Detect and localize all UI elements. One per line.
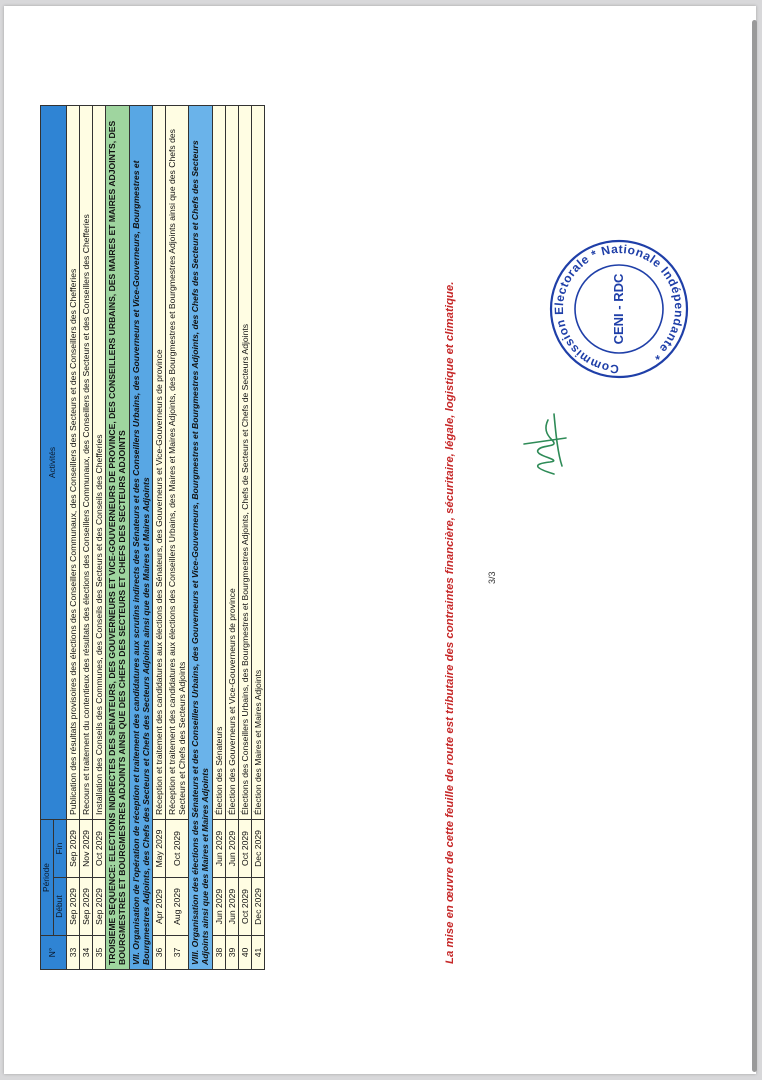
header-end: Fin <box>53 820 66 878</box>
scrollbar[interactable] <box>752 20 757 1072</box>
section-title: VII. Organisation de l'opération de réception et traitement des candidatures aux scrutins indirects des Sénateurs et des Conseillers Urbains, des Gouverneurs et Vice-Gouverneurs, Bourgmestres et Bourgmestres Adjoints, des Chefs des Secteurs et Chefs des Secteurs Adjoints ainsi que des Maires et Maires Adjoints <box>129 106 152 970</box>
table-row <box>93 106 106 970</box>
row-end: Oct 2029 <box>238 820 251 878</box>
row-end: Dec 2029 <box>251 820 264 878</box>
row-activity: Élection des Gouverneurs et Vice-Gouverneurs de province <box>225 106 238 820</box>
table-row <box>152 106 165 970</box>
row-number: 33 <box>66 936 79 970</box>
signature-image <box>504 404 584 484</box>
row-number: 38 <box>212 936 225 970</box>
row-activity: Recours et traitement du contentieux des résultats des élections des Conseillers Communaux, des Conseillers des Secteurs et des Conseillers des Chefferies <box>79 106 92 820</box>
row-end: Sep 2029 <box>66 820 79 878</box>
row-start: Jun 2029 <box>225 878 238 936</box>
row-number: 40 <box>238 936 251 970</box>
header-activities: Activités <box>41 106 67 820</box>
header-start: Début <box>53 878 66 936</box>
row-number: 41 <box>251 936 264 970</box>
ceni-stamp <box>544 234 694 384</box>
row-activity: Installation des Conseils des Communes, des Conseils des Secteurs et des Conseils des Chefferies <box>93 106 106 820</box>
row-activity: Réception et traitement des candidatures aux élections des Sénateurs, des Gouverneurs et Vice-Gouverneurs de province <box>152 106 165 820</box>
row-number: 39 <box>225 936 238 970</box>
table-row <box>238 106 251 970</box>
table-row <box>225 106 238 970</box>
row-start: Sep 2029 <box>93 878 106 936</box>
table-row <box>165 106 188 970</box>
table-row <box>251 106 264 970</box>
row-number: 36 <box>152 936 165 970</box>
sequence-title-row <box>106 106 129 970</box>
row-activity: Réception et traitement des candidatures aux élections des Conseillers Urbains, des Maires et Maires Adjoints, des Bourgmestres et Bourgmestres Adjoints ainsi que des Chefs des Secteurs et Chefs des Secteurs Adjoints <box>165 106 188 820</box>
row-number: 37 <box>165 936 188 970</box>
section-title: VIII. Organisation des élections des Sénateurs et des Conseillers Urbains, des Gouverneurs et Vice-Gouverneurs, Bourgmestres et Bourgmestres Adjoints, des Chefs des Secteurs et Chefs des Secteurs Adjoints ainsi que des Maires et Maires Adjoints <box>189 106 212 970</box>
row-start: Sep 2029 <box>79 878 92 936</box>
row-end: Jun 2029 <box>225 820 238 878</box>
table-row <box>212 106 225 970</box>
row-start: Dec 2029 <box>251 878 264 936</box>
row-start: Sep 2029 <box>66 878 79 936</box>
row-start: Aug 2029 <box>165 878 188 936</box>
header-number: N° <box>41 936 67 970</box>
document-sheet <box>4 54 756 1074</box>
row-number: 35 <box>93 936 106 970</box>
table-row <box>66 106 79 970</box>
row-end: Oct 2029 <box>93 820 106 878</box>
stamp-center-text: CENI - RDC <box>611 273 626 345</box>
schedule-table <box>40 105 265 970</box>
row-start: Jun 2029 <box>212 878 225 936</box>
page-number: 3/3 <box>487 571 497 584</box>
row-number: 34 <box>79 936 92 970</box>
table-row <box>79 106 92 970</box>
header-period: Période <box>41 820 54 936</box>
row-end: Oct 2029 <box>165 820 188 878</box>
section-header-row <box>129 106 152 970</box>
row-activity: Publication des résultats provisoires des élections des Conseillers Communaux, des Conseillers des Secteurs et des Conseillers des Chefferies <box>66 106 79 820</box>
table-header-row <box>41 106 54 970</box>
document-page <box>4 6 756 1074</box>
section-header-row <box>189 106 212 970</box>
row-end: May 2029 <box>152 820 165 878</box>
row-activity: Élections des Conseillers Urbains, des Bourgmestres et Bourgmestres Adjoints, Chefs de Secteurs et Chefs de Secteurs Adjoints <box>238 106 251 820</box>
rotated-document <box>4 54 756 1074</box>
footer-note: La mise en œuvre de cette feuille de route est tributaire des contraintes financière, sécuritaire, légale, logistique et climatique. <box>444 281 456 964</box>
row-start: Apr 2029 <box>152 878 165 936</box>
stamp-outer-text: Commission Electorale * Nationale Indépendante * <box>551 241 687 377</box>
row-activity: Élection des Maires et Maires Adjoints <box>251 106 264 820</box>
row-start: Oct 2029 <box>238 878 251 936</box>
row-activity: Élection des Sénateurs <box>212 106 225 820</box>
row-end: Nov 2029 <box>79 820 92 878</box>
sequence-title: TROISIEME SEQUENCE: ELECTIONS INDIRECTES DES SENATEURS, DES GOUVERNEURS ET VICE-GOUVERNEURS DE PROVINCE, DES CONSEILLERS URBAINS, DES MAIRES ET MAIRES ADJOINTS, DES BOURGMESTRES ET BOURGMESTRES ADJOINTS AINSI QUE DES CHEFS DES SECTEURS ET CHEFS DES SECTEURS ADJOINTS <box>106 106 129 970</box>
row-end: Jun 2029 <box>212 820 225 878</box>
